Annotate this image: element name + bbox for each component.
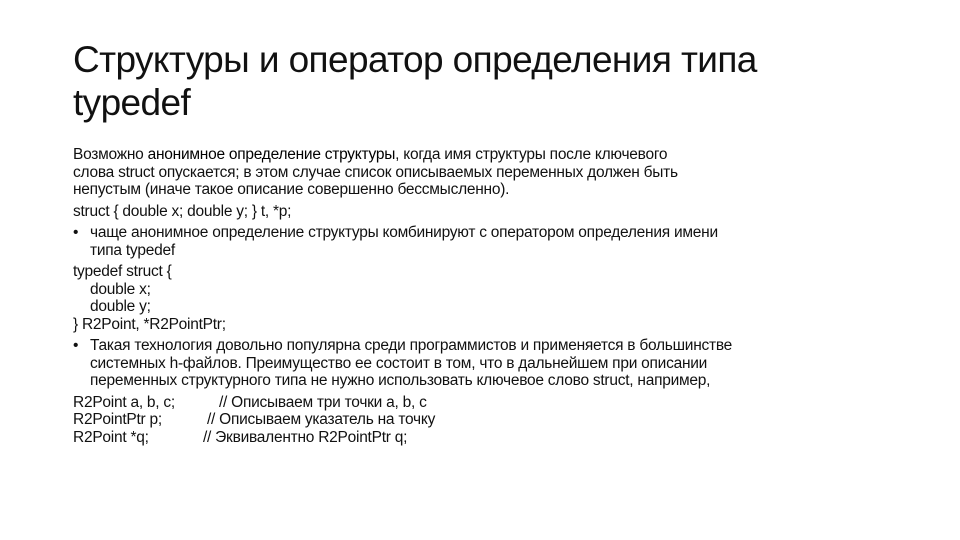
example-row (73, 411, 893, 429)
bullet-1-line-1: чаще анонимное определение структуры комбинируют с оператором определения имени (90, 224, 718, 241)
example-row (73, 394, 893, 412)
paragraph-line-1 (73, 146, 893, 164)
bullet-2-line-2: системных h-файлов. Преимущество ее состоит в том, что в дальнейшем при описании (90, 354, 708, 372)
example-comment: // Описываем указатель на точку (207, 411, 436, 428)
bullet-icon: • (73, 224, 79, 241)
title-line-2: typedef (73, 82, 191, 123)
bullet-item-2 (73, 337, 893, 355)
slide-body (73, 146, 893, 446)
example-row (73, 429, 893, 447)
bullet-icon: • (73, 337, 79, 354)
slide-title (73, 38, 933, 124)
paragraph-rest: , когда имя структуры после ключевого (395, 146, 668, 163)
paragraph-prefix: Возможно (73, 146, 148, 163)
code-typedef-line-4: } R2Point, *R2PointPtr; (73, 315, 226, 333)
code-typedef-line-1: typedef struct { (73, 263, 172, 280)
paragraph-emphasis: анонимное определение структуры (147, 146, 396, 163)
code-typedef-line-2: double x; (90, 280, 151, 298)
paragraph-line-3: непустым (иначе такое описание совершенно бессмысленно). (73, 181, 510, 198)
example-code: R2PointPtr p; (73, 411, 162, 428)
paragraph-line-2: слова struct опускается; в этом случае список описываемых переменных должен быть (73, 163, 678, 181)
bullet-2-line-3: переменных структурного типа не нужно использовать ключевое слово struct, например, (90, 372, 711, 389)
title-line-1: Структуры и оператор определения типа (73, 39, 757, 80)
code-struct-example: struct { double x; double y; } t, *p; (73, 202, 292, 220)
example-comment: // Эквивалентно R2PointPtr q; (203, 428, 408, 446)
example-comment: // Описываем три точки a, b, c (219, 393, 427, 411)
bullet-1-line-2: типа typedef (90, 241, 175, 259)
bullet-item-1 (73, 224, 893, 242)
code-typedef-line-3: double y; (90, 298, 151, 315)
bullet-2-line-1: Такая технология довольно популярна среди программистов и применяется в большинстве (90, 337, 733, 354)
example-code: R2Point a, b, c; (73, 393, 175, 411)
example-code: R2Point *q; (73, 428, 149, 446)
